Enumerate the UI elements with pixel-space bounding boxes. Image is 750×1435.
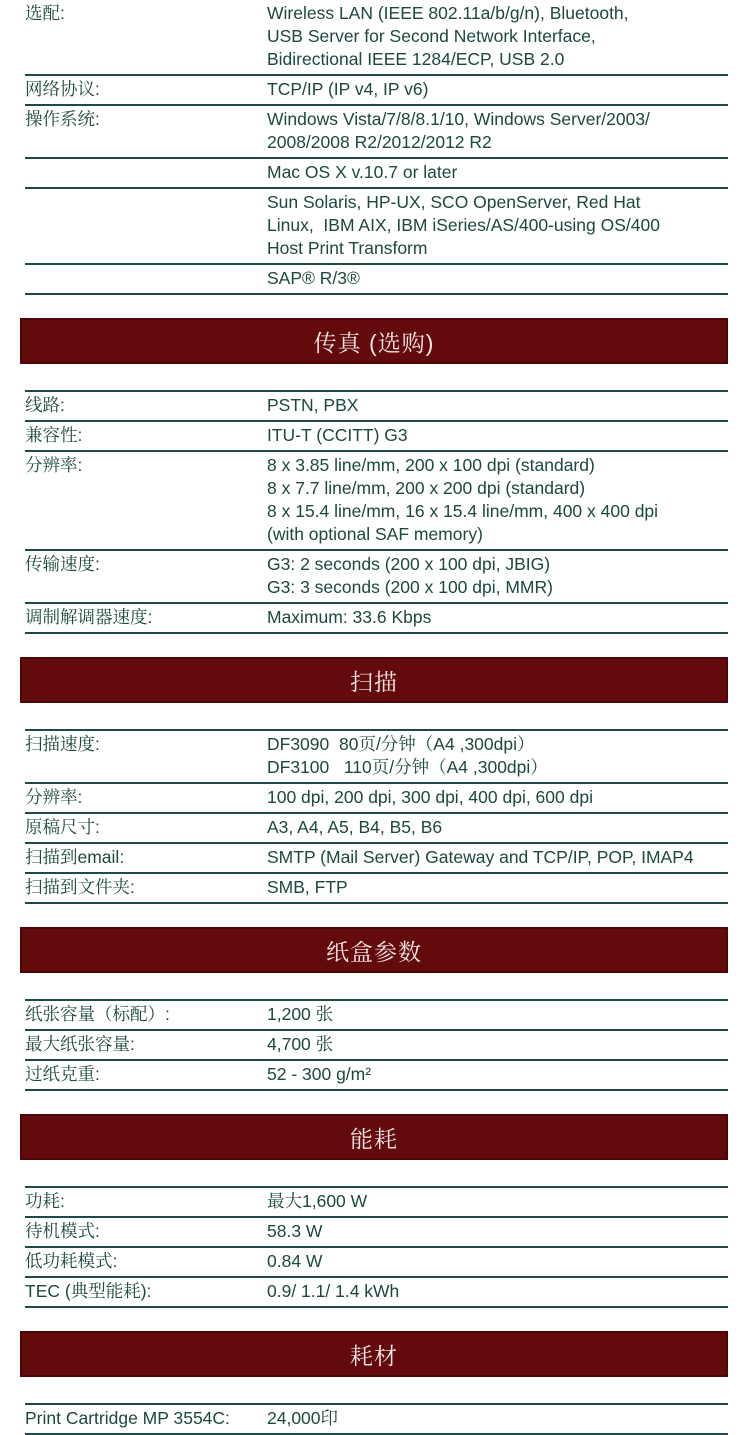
value-line: 58.3 W: [267, 1221, 323, 1241]
row-label: 过纸克重:: [25, 1064, 100, 1084]
spec-table-energy: [25, 1186, 728, 1308]
value-line: 0.9/ 1.1/ 1.4 kWh: [267, 1281, 400, 1301]
section-title: 传真 (选购): [313, 329, 435, 356]
row-label: 最大纸张容量:: [25, 1034, 135, 1054]
row-label: 兼容性:: [25, 425, 83, 445]
spec-row: [25, 784, 728, 814]
value-line: 8 x 3.85 line/mm, 200 x 100 dpi (standard): [267, 455, 595, 475]
spec-row: [25, 874, 728, 904]
value-line: 24,000印: [267, 1408, 339, 1428]
row-label: 网络协议:: [25, 79, 100, 99]
value-line: Mac OS X v.10.7 or later: [267, 162, 458, 182]
value-line: G3: 2 seconds (200 x 100 dpi, JBIG): [267, 554, 551, 574]
value-line: SMTP (Mail Server) Gateway and TCP/IP, POP, IMAP4: [267, 847, 694, 867]
spec-row: [25, 265, 728, 295]
row-label: 选配:: [25, 3, 65, 23]
row-value: [267, 1003, 728, 1026]
spec-row: [25, 452, 728, 551]
row-value: [267, 191, 728, 260]
spec-row: [25, 106, 728, 159]
spec-table-consumables: [25, 1403, 728, 1435]
spec-row: [25, 1001, 728, 1031]
row-value: [267, 78, 728, 101]
value-line: Maximum: 33.6 Kbps: [267, 607, 432, 627]
value-line: Linux, IBM AIX, IBM iSeries/AS/400-using OS/400: [267, 215, 660, 235]
row-label: 线路:: [25, 395, 65, 415]
row-value: [267, 816, 728, 839]
value-line: 52 - 300 g/m²: [267, 1064, 372, 1084]
row-value: [267, 1280, 728, 1303]
value-line: 最大1,600 W: [267, 1191, 368, 1211]
value-line: Windows Vista/7/8/8.1/10, Windows Server/2003/: [267, 109, 650, 129]
value-line: 2008/2008 R2/2012/2012 R2: [267, 132, 492, 152]
row-value: [267, 394, 728, 417]
value-line: USB Server for Second Network Interface,: [267, 26, 596, 46]
value-line: 1,200 张: [267, 1004, 334, 1024]
section-banner-fax: [20, 318, 728, 364]
value-line: 100 dpi, 200 dpi, 300 dpi, 400 dpi, 600 dpi: [267, 787, 593, 807]
spec-row: [25, 1248, 728, 1278]
row-label: 分辨率:: [25, 787, 83, 807]
section-title: 纸盒参数: [326, 938, 422, 965]
row-label: 扫描到email:: [25, 847, 125, 867]
row-label: [25, 161, 267, 184]
row-value: [267, 846, 728, 869]
value-line: 8 x 15.4 line/mm, 16 x 15.4 line/mm, 400 x 400 dpi: [267, 501, 659, 521]
spec-table-scan: [25, 729, 728, 904]
spec-table-paper-tray: [25, 999, 728, 1091]
spec-row: [25, 76, 728, 106]
row-value: [267, 161, 728, 184]
row-value: [267, 108, 728, 154]
row-label: [25, 191, 267, 260]
spec-table-fax: [25, 390, 728, 634]
row-value: [267, 1063, 728, 1086]
section-banner-scan: [20, 657, 728, 703]
spec-row: [25, 159, 728, 189]
spec-row: [25, 731, 728, 784]
value-line: Wireless LAN (IEEE 802.11a/b/g/n), Bluetooth,: [267, 3, 629, 23]
row-label: 传输速度:: [25, 554, 100, 574]
spec-row: [25, 1278, 728, 1308]
value-line: Host Print Transform: [267, 238, 428, 258]
spec-row: [25, 1188, 728, 1218]
spec-row: [25, 1061, 728, 1091]
spec-row: [25, 844, 728, 874]
row-value: [267, 1033, 728, 1056]
row-value: [267, 2, 728, 71]
row-label: 功耗:: [25, 1191, 65, 1211]
section-banner-consumables: [20, 1331, 728, 1377]
value-line: 0.84 W: [267, 1251, 323, 1271]
row-label: 纸张容量（标配）:: [25, 1004, 170, 1024]
value-line: (with optional SAF memory): [267, 524, 483, 544]
value-line: SAP® R/3®: [267, 268, 360, 288]
row-value: [267, 1407, 728, 1430]
spec-row: [25, 814, 728, 844]
row-label: 操作系统:: [25, 109, 100, 129]
section-title: 能耗: [350, 1125, 398, 1152]
section-banner-energy: [20, 1114, 728, 1160]
row-value: [267, 1250, 728, 1273]
row-value: [267, 606, 728, 629]
value-line: SMB, FTP: [267, 877, 348, 897]
section-banner-paper-tray: [20, 927, 728, 973]
value-line: A3, A4, A5, B4, B5, B6: [267, 817, 443, 837]
value-line: DF3100 110页/分钟（A4 ,300dpi）: [267, 757, 548, 777]
spec-table-network-os: [25, 0, 728, 295]
section-title: 耗材: [350, 1342, 398, 1369]
spec-row: [25, 392, 728, 422]
row-label: TEC (典型能耗):: [25, 1281, 152, 1301]
value-line: 8 x 7.7 line/mm, 200 x 200 dpi (standard): [267, 478, 586, 498]
row-value: [267, 424, 728, 447]
value-line: PSTN, PBX: [267, 395, 359, 415]
row-label: 分辨率:: [25, 455, 83, 475]
row-value: [267, 454, 728, 546]
row-label: Print Cartridge MP 3554C:: [25, 1408, 230, 1428]
row-label: 低功耗模式:: [25, 1251, 118, 1271]
value-line: TCP/IP (IP v4, IP v6): [267, 79, 429, 99]
value-line: 4,700 张: [267, 1034, 334, 1054]
row-label: 调制解调器速度:: [25, 607, 153, 627]
spec-row: [25, 422, 728, 452]
row-value: [267, 786, 728, 809]
spec-row: [25, 1031, 728, 1061]
row-value: [267, 733, 728, 779]
row-value: [267, 553, 728, 599]
row-value: [267, 1220, 728, 1243]
row-label: 待机模式:: [25, 1221, 100, 1241]
row-value: [267, 267, 728, 290]
spec-row: [25, 0, 728, 76]
row-label: 扫描速度:: [25, 734, 100, 754]
value-line: Bidirectional IEEE 1284/ECP, USB 2.0: [267, 49, 565, 69]
value-line: ITU-T (CCITT) G3: [267, 425, 408, 445]
value-line: G3: 3 seconds (200 x 100 dpi, MMR): [267, 577, 553, 597]
spec-row: [25, 1405, 728, 1435]
spec-row: [25, 189, 728, 265]
row-label: [25, 267, 267, 290]
row-value: [267, 876, 728, 899]
spec-row: [25, 604, 728, 634]
spec-row: [25, 551, 728, 604]
value-line: Sun Solaris, HP-UX, SCO OpenServer, Red Hat: [267, 192, 641, 212]
spec-row: [25, 1218, 728, 1248]
row-label: 扫描到文件夹:: [25, 877, 135, 897]
row-value: [267, 1190, 728, 1213]
row-label: 原稿尺寸:: [25, 817, 100, 837]
value-line: DF3090 80页/分钟（A4 ,300dpi）: [267, 734, 535, 754]
section-title: 扫描: [350, 668, 398, 695]
